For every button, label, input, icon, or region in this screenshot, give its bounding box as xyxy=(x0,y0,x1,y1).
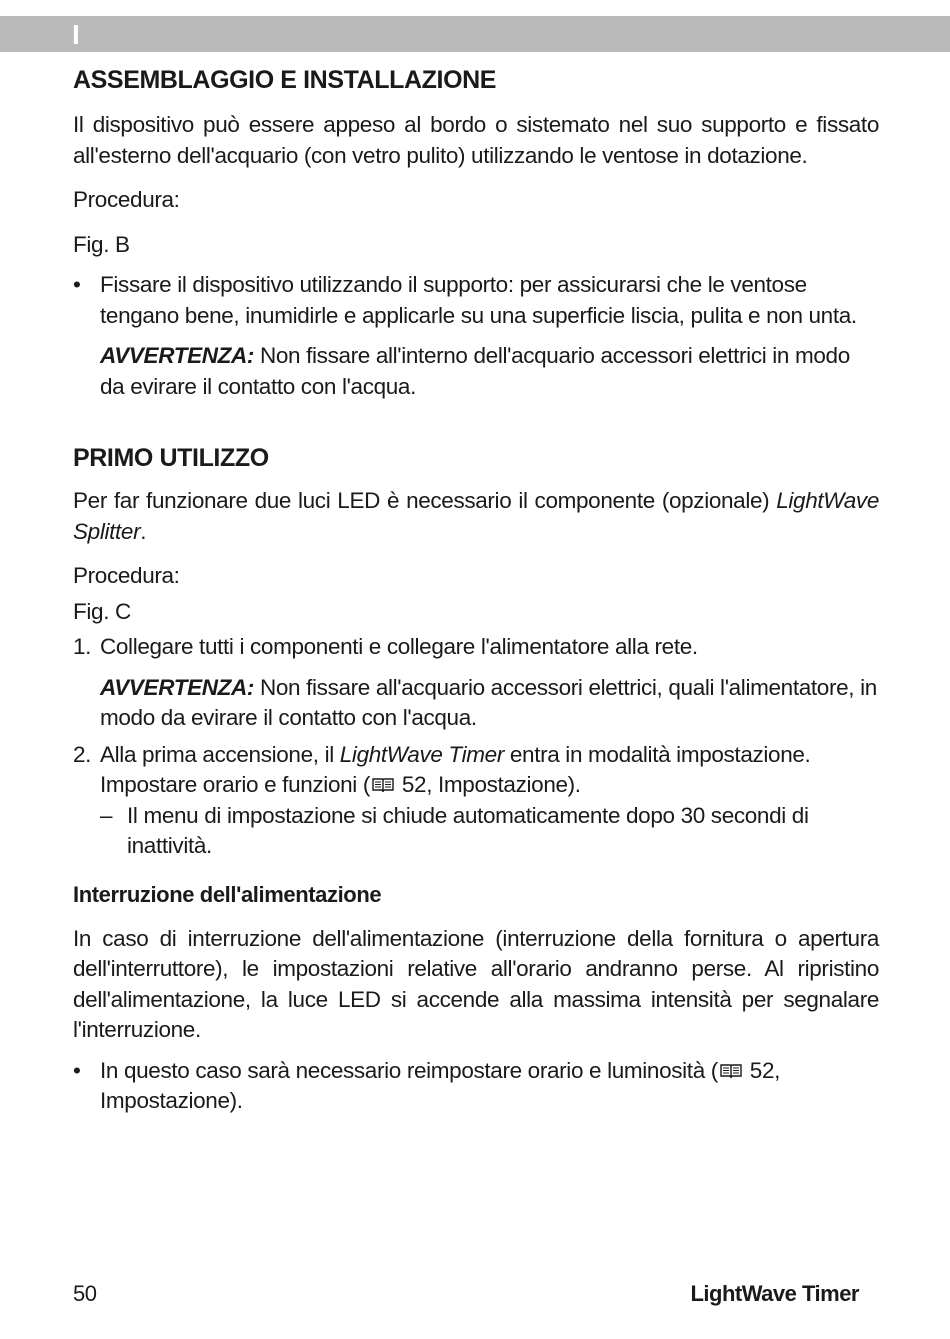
intro-text: Per far funzionare due luci LED è necessario il componente (opzionale) xyxy=(73,488,777,513)
sub-item-text: Il menu di impostazione si chiude automaticamente dopo 30 secondi di inattività. xyxy=(127,802,809,858)
assembly-figure-ref: Fig. B xyxy=(73,231,130,257)
product-name: LightWave Splitter xyxy=(73,488,879,544)
intro-end: . xyxy=(140,518,147,544)
warning-label: AVVERTENZA: xyxy=(100,343,255,368)
product-name: LightWave Timer xyxy=(339,741,504,767)
bullet-mark: • xyxy=(73,1057,81,1083)
language-tab-label: I xyxy=(72,19,80,50)
page-reference: 52, Impostazione). xyxy=(100,1057,781,1113)
book-icon xyxy=(720,1063,742,1079)
assembly-bullet-text: Fissare il dispositivo utilizzando il supporto: per assicurarsi che le ventose tengano bene, inumidirle e applicarle su una superficie liscia, pulita e non unta. xyxy=(100,272,857,328)
assembly-procedure-label: Procedura: xyxy=(73,187,180,212)
step-text: entra in modalità impostazione. Impostare orario e funzioni ( xyxy=(100,741,811,797)
bullet-text: In questo caso sarà necessario reimpostare orario e luminosità ( xyxy=(100,1057,718,1083)
step-text: Alla prima accensione, il xyxy=(100,741,340,767)
power-interruption-intro: In caso di interruzione dell'alimentazione (interruzione della fornitura o apertura dell'interruttore), le impostazioni relative all'orario andranno perse. Al ripristino dell'alimentazione, la luce LED si accende alla massima intensità per segnalare l'interruzione. xyxy=(73,925,879,1042)
page-content xyxy=(73,62,879,1127)
page-reference: 52, Impostazione). xyxy=(395,772,581,797)
page-footer xyxy=(73,1278,859,1310)
dash-mark: – xyxy=(100,802,113,828)
book-icon xyxy=(372,777,394,793)
list-item xyxy=(73,1056,879,1117)
first-use-intro xyxy=(73,486,879,547)
language-tab-bar xyxy=(0,16,950,52)
bullet-mark: • xyxy=(73,272,81,297)
first-use-warning xyxy=(73,673,879,734)
assembly-intro: Il dispositivo può essere appeso al bordo o sistemato nel suo supporto e fissato all'esterno dell'acquario (con vetro pulito) utilizzando le ventose in dotazione. xyxy=(73,112,879,168)
section-title-first-use: PRIMO UTILIZZO xyxy=(73,444,269,472)
assembly-warning xyxy=(73,341,879,402)
section-title-assembly: ASSEMBLAGGIO E INSTALLAZIONE xyxy=(73,66,497,94)
footer-product-name: LightWave Timer xyxy=(690,1281,859,1306)
warning-text: Non fissare all'interno dell'acquario accessori elettrici in modo da evirare il contatto con l'acqua. xyxy=(100,343,850,399)
list-item xyxy=(73,740,879,801)
warning-label: AVVERTENZA: xyxy=(100,674,255,700)
page-number: 50 xyxy=(73,1281,97,1306)
list-item xyxy=(73,270,879,331)
step-number: 1. xyxy=(73,634,92,659)
first-use-figure-ref: Fig. C xyxy=(73,598,131,624)
step-number: 2. xyxy=(73,741,92,767)
first-use-procedure-label: Procedura: xyxy=(73,563,180,588)
sub-item xyxy=(73,801,879,862)
warning-text: Non fissare all'acquario accessori elettrici, quali l'alimentatore, in modo da evirare il contatto con l'acqua. xyxy=(100,674,877,730)
list-item xyxy=(73,632,879,663)
step-text: Collegare tutti i componenti e collegare l'alimentatore alla rete. xyxy=(100,634,698,659)
section-title-power-interruption: Interruzione dell'alimentazione xyxy=(73,881,382,907)
